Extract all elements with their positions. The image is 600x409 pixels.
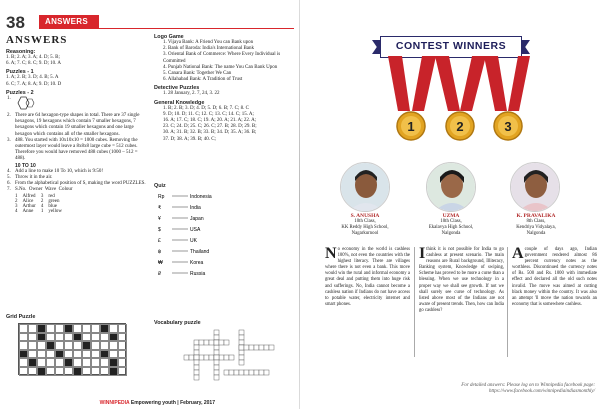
grid-cell [118, 333, 127, 342]
crossword-cell [219, 355, 224, 360]
medal-number: 3 [504, 119, 512, 134]
quiz-currency: $ [158, 227, 161, 233]
crossword-cell [239, 330, 244, 335]
grid-cell [55, 341, 64, 350]
grid-cell [37, 341, 46, 350]
page-number: 38 [6, 13, 25, 32]
grid-cell [19, 358, 28, 367]
list-item: 6. Allahabad Bank: A Tradition of Trust [163, 77, 243, 83]
grid-cell [100, 341, 109, 350]
grid-cell [100, 324, 109, 333]
crossword-cell [209, 340, 214, 345]
crossword-cell [214, 360, 219, 365]
winner-1 [325, 213, 405, 237]
gk-heading: General Knowledge [154, 99, 205, 106]
reasoning-line: 6. A; 7. C; 8. C; 9. D; 10. A [6, 61, 62, 67]
grid-cell [64, 333, 73, 342]
person-icon [511, 163, 560, 212]
grid-cell [91, 350, 100, 359]
grid-cell [82, 367, 91, 376]
winner-photo-1 [340, 162, 390, 212]
logo-game-heading: Logo Game [154, 34, 184, 40]
winner-photo-3 [510, 162, 560, 212]
winner-2 [411, 213, 491, 237]
grid-cell [118, 367, 127, 376]
reasoning-heading: Reasoning: [6, 49, 36, 55]
medal-number: 2 [456, 119, 464, 134]
grid-cell [73, 341, 82, 350]
quiz-currency: Rp [158, 194, 165, 200]
winner-essay-3: Acouple of days ago, Indian government rendered almost 86 percent currency notes as the worthless. Discontinued the currency notes of Rs. 500 and Rs. 1000 with immediate effect and declared all the old such notes invalid. The move was aimed at cutting black money within the country. It was also an attempt 'll move the nation towards an economy that is somewhere cashless. [512, 245, 597, 307]
medal-1-icon [397, 112, 425, 140]
contest-banner: CONTEST WINNERS [380, 36, 522, 58]
crossword-cell [224, 355, 229, 360]
grid-cell [91, 358, 100, 367]
crossword-cell [254, 370, 259, 375]
grid-cell [28, 324, 37, 333]
grid-cell [28, 358, 37, 367]
puzzles1-line: 6. C; 7. A; 8. A; 9. D; 10. D [6, 81, 62, 87]
grid-cell [109, 367, 118, 376]
grid-cell [55, 358, 64, 367]
crossword-cell [214, 340, 219, 345]
crossword-cell [239, 345, 244, 350]
grid-cell [37, 358, 46, 367]
grid-cell [100, 367, 109, 376]
crossword-cell [199, 355, 204, 360]
crossword-cell [219, 340, 224, 345]
grid-cell [91, 367, 100, 376]
crossword-cell [269, 345, 274, 350]
puzzles2-heading: Puzzles - 2 [6, 89, 34, 96]
crossword-cell [239, 370, 244, 375]
crossword-cell [184, 355, 189, 360]
crossword-cell [254, 345, 259, 350]
crossword-cell [264, 345, 269, 350]
contest-page [300, 0, 600, 409]
grid-cell [82, 333, 91, 342]
quiz-currency: ฿ [158, 249, 162, 255]
winner-school: Kendriya Vidyalaya, [516, 225, 556, 230]
grid-cell [19, 341, 28, 350]
grid-cell [100, 333, 109, 342]
grid-cell [37, 324, 46, 333]
quiz-currency: ¥ [158, 216, 161, 222]
grid-cell [46, 341, 55, 350]
logo-game-list [154, 40, 294, 83]
grid-cell [100, 358, 109, 367]
grid-cell [19, 367, 28, 376]
quiz-currency: ₽ [158, 271, 162, 277]
grid-cell [28, 333, 37, 342]
grid-cell [73, 324, 82, 333]
crossword-cell [189, 355, 194, 360]
list-item: 2. Bank of Baroda: India's International Bank [163, 46, 255, 52]
grid-puzzle-title: Grid Puzzle [6, 314, 36, 320]
crossword-cell [229, 370, 234, 375]
winner-class: 8th Class, [526, 219, 546, 224]
grid-cell [37, 367, 46, 376]
gk-line: 23. C; 24. D; 25. C; 26. C; 27. B; 28. D; 29. B; [163, 124, 257, 130]
quiz-country: Korea [190, 260, 204, 266]
column-divider [414, 247, 415, 357]
crossword-cell [204, 355, 209, 360]
list-item: 5. Throw it in the air. [7, 175, 53, 181]
grid-cell [19, 350, 28, 359]
list-item: 4. Punjab National Bank: The name You Can Bank Upon [163, 64, 278, 70]
puzzles1-heading: Puzzles - 1 [6, 69, 34, 76]
winner-photo-2 [426, 162, 476, 212]
winner-name: UZMA [442, 213, 460, 219]
grid-cell [73, 333, 82, 342]
crossword-cell [239, 350, 244, 355]
person-icon [341, 163, 390, 212]
medal-2-icon [446, 112, 474, 140]
grid-cell [100, 350, 109, 359]
medal-3-icon [494, 112, 522, 140]
grid-cell [55, 350, 64, 359]
grid-cell [64, 367, 73, 376]
crossword-cell [194, 365, 199, 370]
grid-cell [73, 358, 82, 367]
section-tab: ANSWERS [39, 15, 99, 28]
list-item: 7. S.No. Owner Wave Colour [7, 187, 73, 193]
quiz-country: Indonesia [190, 194, 212, 200]
crossword-cell [209, 355, 214, 360]
crossword-cell [264, 370, 269, 375]
list-item: 2. There are 64 hexagon-type shapes in total. There are 37 single hexagons, 19 hexagons which contain 7 smaller hexagons, 7 hexagons which contain 19 smaller hexagons and one large hexagon which contains all of the smaller hexagons. [7, 113, 140, 137]
list-item: 1. [15, 96, 148, 113]
reasoning-line: 1. B; 2. A; 3. A; 4. D; 5. B; [6, 55, 60, 60]
grid-cell [64, 358, 73, 367]
puzzles2-list [6, 96, 148, 194]
crossword-cell [244, 345, 249, 350]
quiz-currency: ₹ [158, 205, 162, 211]
crossword-cell [259, 370, 264, 375]
crossword-cell [214, 365, 219, 370]
grid-cell [55, 333, 64, 342]
winner-place: Nagarkurnool [351, 231, 379, 236]
winner-place: Nalgonda [441, 231, 461, 236]
grid-cell [73, 367, 82, 376]
gk-line: 9. D; 10. D; 11. C; 12. C; 13. C; 14. C; 15. A; [163, 111, 254, 117]
grid-cell [46, 333, 55, 342]
grid-cell [37, 350, 46, 359]
crossword-cell [194, 350, 199, 355]
vocabulary-title: Vocabulary puzzle [154, 320, 201, 326]
grid-cell [28, 341, 37, 350]
grid-puzzle [18, 323, 126, 375]
crossword-cell [239, 355, 244, 360]
winner-school: Ekalavya High School, [428, 225, 474, 230]
grid-cell [28, 350, 37, 359]
grid-cell [55, 324, 64, 333]
gk-lines [154, 106, 294, 143]
crossword-cell [214, 375, 219, 380]
winner-place: Nalgonda [526, 231, 546, 236]
crossword-cell [204, 340, 209, 345]
grid-cell [37, 333, 46, 342]
list-item: 3. Oriental Bank of Commerce: Where Every Individual is Committed [163, 52, 281, 64]
grid-cell [82, 350, 91, 359]
quiz-country: UK [190, 238, 197, 244]
footer [0, 400, 300, 406]
hexagon-figure-icon [15, 96, 37, 110]
list-item: 1. Vijaya Bank: A Friend You can Bank upon [163, 40, 254, 45]
winner-3 [496, 213, 576, 237]
crossword-cell [214, 335, 219, 340]
grid-cell [64, 350, 73, 359]
quiz-country: USA [190, 227, 201, 233]
grid-cell [64, 341, 73, 350]
crossword-cell [249, 345, 254, 350]
crossword-cell [224, 370, 229, 375]
footer-brand: WINNIPEDIA [99, 400, 130, 406]
quiz-matching [154, 190, 294, 282]
crossword-cell [194, 360, 199, 365]
grid-cell [109, 341, 118, 350]
grid-cell [118, 358, 127, 367]
crossword-cell [234, 370, 239, 375]
crossword-cell [194, 355, 199, 360]
grid-cell [118, 350, 127, 359]
grid-cell [73, 350, 82, 359]
quiz-country: Russia [190, 271, 206, 277]
medals-graphic [380, 56, 530, 156]
grid-cell [82, 324, 91, 333]
grid-cell [118, 341, 127, 350]
puzzles1-line: 1. A; 2. B; 3. D; 4. B; 5. A [6, 75, 59, 81]
quiz-country: Japan [190, 216, 204, 222]
gk-line: 1. B; 2. B; 3. D; 4. D; 5. D; 6. B; 7. C; 8. C [163, 105, 249, 111]
list-item: 10 TO 10 [15, 162, 36, 169]
grid-cell [28, 367, 37, 376]
crossword-cell [239, 340, 244, 345]
owner-table [15, 194, 67, 214]
detective-line: 1. 28 January, 2. 7, 24, 3. 22 [163, 91, 220, 97]
gk-line: 37. D; 38. A; 39. B; 40. C; [163, 136, 216, 142]
list-item: 6. From the alphabetical position of S, making the word PUZZLES. [7, 181, 146, 187]
person-icon [427, 163, 476, 212]
grid-cell [46, 324, 55, 333]
gk-line: 16. A; 17. C; 18. C; 19. A; 20. A; 21. A; 22. A; [163, 118, 257, 124]
grid-cell [109, 358, 118, 367]
crossword-cell [194, 345, 199, 350]
table-row: 1 Alfred 3 red [15, 193, 55, 199]
crossword-cell [244, 370, 249, 375]
answers-title: ANSWERS [6, 34, 68, 46]
quiz-country: India [190, 205, 201, 211]
medal-ribbon-icon [388, 56, 530, 111]
grid-cell [91, 341, 100, 350]
grid-cell [19, 333, 28, 342]
grid-cell [82, 341, 91, 350]
grid-cell [109, 333, 118, 342]
winner-name: K. PRAVALIKA [516, 213, 556, 219]
list-item: 4. Add a line to make 10 To 10, which is 9:50! [7, 168, 104, 174]
grid-cell [19, 324, 28, 333]
crossword-cell [199, 340, 204, 345]
winner-essay-2: Ithink it is not possible for India to go cashless at present scenario. The main reasons are Rural background, Illiteracy, Banking system, Knowledge of swiping, Scheme has proved to be more a curse than a blessing. When we use technology in a proper way we shall see growth. If not we shall surely see curse of technology. As listed above most of the Indians are not aware of present trends. Then, how can India go cashless? [419, 245, 504, 313]
quiz-country: Thailand [190, 249, 210, 255]
grid-cell [46, 358, 55, 367]
list-item: 5. Canara Bank: Together We Can [163, 71, 232, 77]
grid-cell [46, 350, 55, 359]
footer-text: Empowering youth | February, 2017 [130, 400, 215, 406]
gk-line: 30. A; 31. B; 32. B; 33. B; 34. D; 35. A; 36. B; [163, 130, 257, 136]
answers-column-left [6, 34, 148, 214]
medal-number: 1 [407, 119, 415, 134]
header-divider [39, 28, 294, 29]
crossword-cell [239, 360, 244, 365]
grid-cell [91, 324, 100, 333]
crossword-cell [214, 330, 219, 335]
quiz-currency: ₩ [158, 260, 163, 266]
winner-class: 10th Class, [354, 219, 376, 224]
detective-heading: Detective Puzzles [154, 85, 200, 92]
crossword-cell [214, 350, 219, 355]
winner-essay-1: No economy in the world is cashless 100%, not even the countries with the highest literacy. There are villages where there is not even a bank. This move would win the rural and informal economy a great deal and putting them into huge risk and sufferings. No, India cannot become a cashless nation if Indians do not have access to potable water, electricity internet and smart phones. [325, 245, 410, 307]
grid-cell [91, 333, 100, 342]
crossword-cell [194, 340, 199, 345]
crossword-cell [194, 370, 199, 375]
list-item: 3. 488. You started with 10x10x10 = 1000 cubes. Removing the outermost layer would leave a 8x8x8 large cube = 512 cubes. Therefore you would have removed 488 cubes (1000 – 512 = 488). [7, 137, 138, 162]
crossword-cell [194, 375, 199, 380]
grid-cell [64, 324, 73, 333]
table-row: 2 Alice 2 green [15, 198, 60, 204]
winner-school: KK Reddy High School, [341, 225, 389, 230]
quiz-heading: Quiz [154, 183, 166, 189]
quiz-currency: £ [158, 238, 161, 244]
grid-cell [82, 358, 91, 367]
crossword-cell [229, 355, 234, 360]
answers-column-right [154, 34, 294, 143]
facebook-note: For detailed answers: Please log on to Winnipedia facebook page: https://www.facebook.com/winnipediaindiasmonthly/ [461, 383, 595, 394]
grid-cell [55, 367, 64, 376]
crossword-cell [214, 370, 219, 375]
crossword-cell [214, 345, 219, 350]
crossword-cell [259, 345, 264, 350]
crossword-cell [249, 370, 254, 375]
column-divider [507, 247, 508, 357]
table-row: 4 Anne 1 yellow [15, 208, 62, 214]
winner-name: S. ANUSHA [350, 213, 380, 219]
grid-cell [118, 324, 127, 333]
vocabulary-crossword [180, 328, 280, 384]
grid-cell [109, 350, 118, 359]
crossword-cell [214, 355, 219, 360]
crossword-cell [239, 335, 244, 340]
winner-class: 10th Class, [440, 219, 462, 224]
crossword-cell [224, 340, 229, 345]
grid-cell [46, 367, 55, 376]
grid-cell [109, 324, 118, 333]
table-row: 3 Arthur 4 blue [15, 203, 57, 209]
